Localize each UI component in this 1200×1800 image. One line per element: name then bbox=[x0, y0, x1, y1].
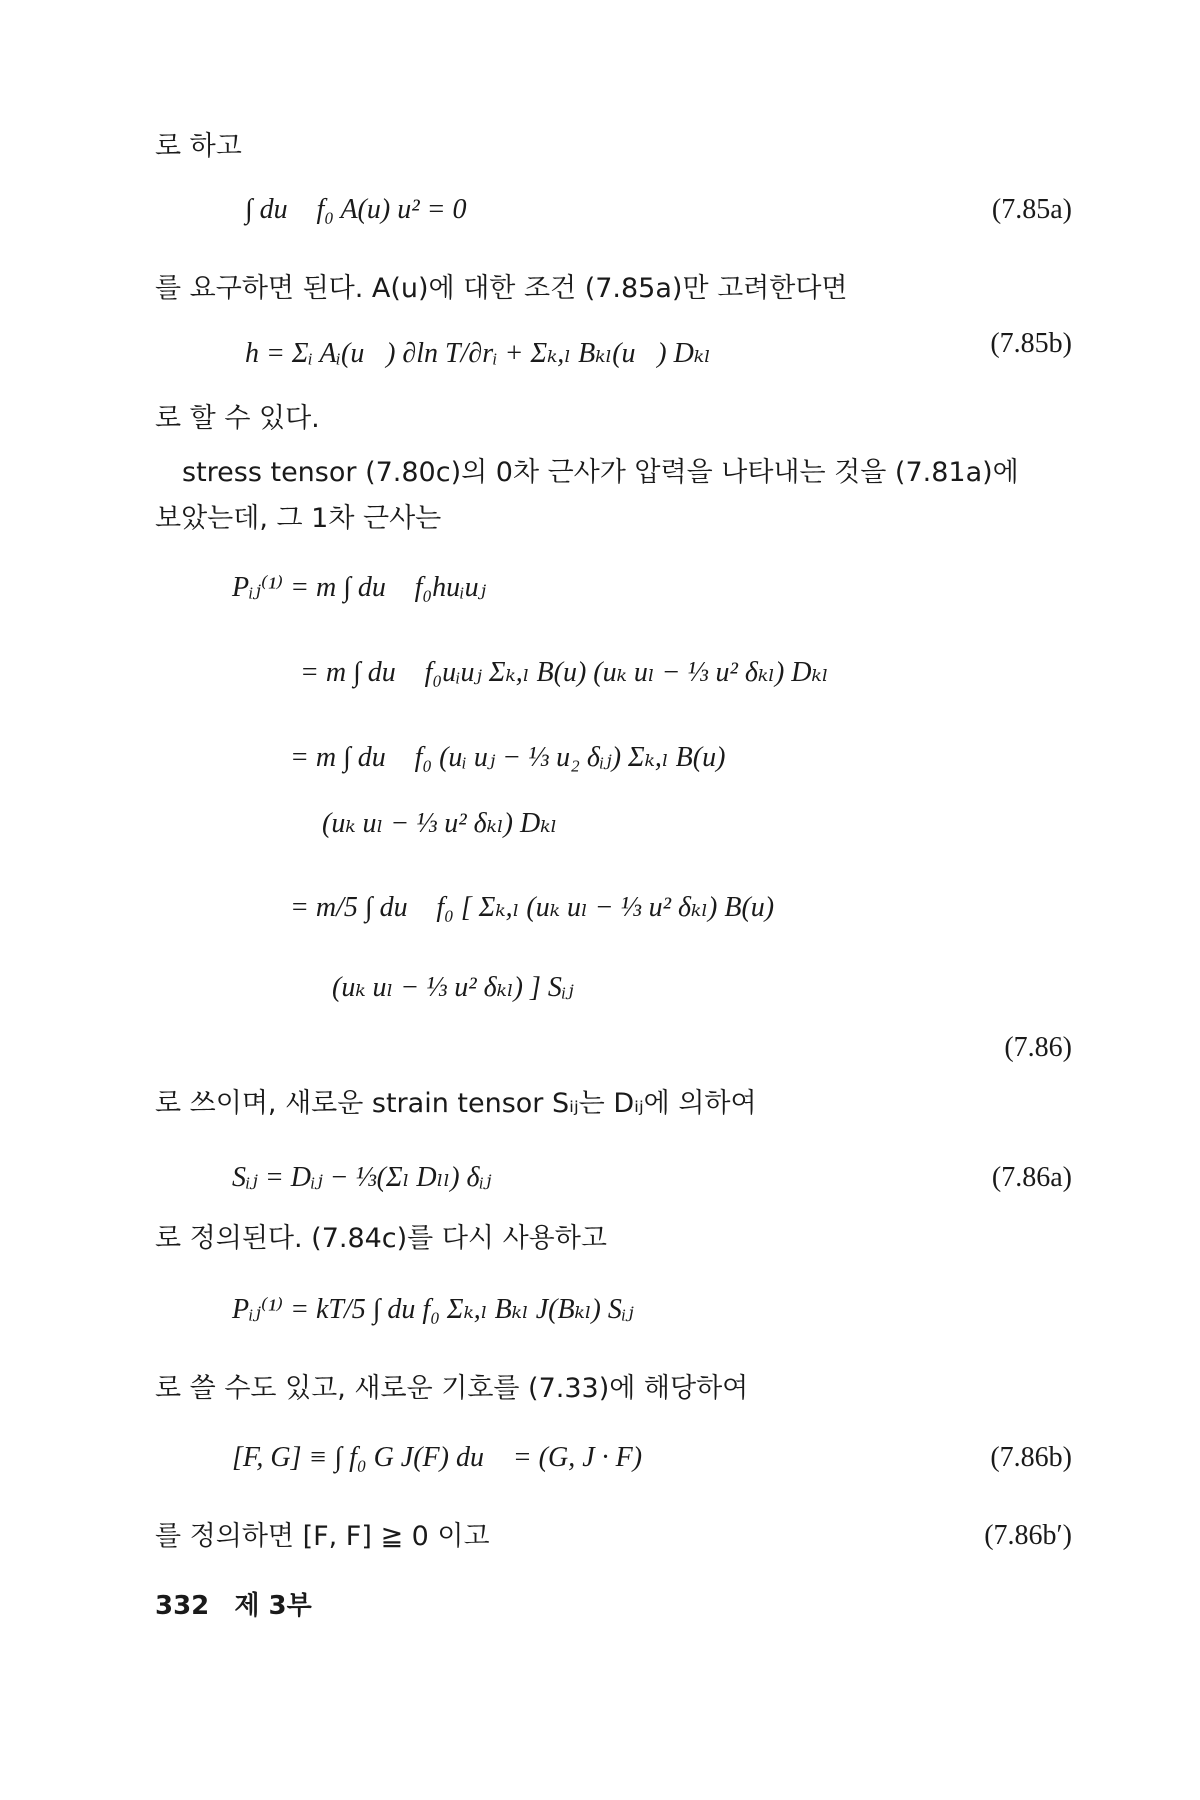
equation-number-7-85b: (7.85b) bbox=[990, 328, 1072, 359]
equation-7-86a: Sᵢⱼ = Dᵢⱼ − ⅓(Σₗ Dₗₗ) δᵢⱼ bbox=[232, 1162, 492, 1193]
equation-number-7-86b-prime: (7.86b′) bbox=[984, 1520, 1072, 1551]
text-line-7: 로 정의된다. (7.84c)를 다시 사용하고 bbox=[155, 1223, 607, 1254]
equation-number-7-86: (7.86) bbox=[1004, 1032, 1072, 1063]
equation-number-7-85a: (7.85a) bbox=[991, 194, 1072, 225]
equation-7-86-line-3: = m ∫ du⃗ f₀ (uᵢ uⱼ − ⅓ u₂ δᵢⱼ) Σₖ,ₗ B(u) bbox=[290, 742, 726, 773]
equation-7-86-line-1: Pᵢⱼ⁽¹⁾ = m ∫ du⃗ f₀huᵢuⱼ bbox=[232, 572, 486, 603]
text-line-4: stress tensor (7.80c)의 0차 근사가 압력을 나타내는 것을 (7.81a)에 bbox=[182, 457, 1019, 488]
equation-pij1-kt: Pᵢⱼ⁽¹⁾ = kT/5 ∫ du f₀ Σₖ,ₗ Bₖₗ J(Bₖₗ) Sᵢⱼ bbox=[232, 1294, 634, 1325]
equation-number-7-86a: (7.86a) bbox=[991, 1162, 1072, 1193]
part-label: 제 3부 bbox=[234, 1591, 312, 1621]
text-line-9: 를 정의하면 [F, F] ≧ 0 이고 bbox=[155, 1521, 490, 1552]
equation-7-85b: h = Σᵢ Aᵢ(u⃗) ∂ln T/∂rᵢ + Σₖ,ₗ Bₖₗ(u⃗) Dₖₗ bbox=[245, 338, 711, 369]
equation-7-85a: ∫ du⃗ f₀ A(u) u² = 0 bbox=[245, 194, 467, 225]
equation-7-86-line-6: (uₖ uₗ − ⅓ u² δₖₗ) ] Sᵢⱼ bbox=[332, 972, 574, 1003]
equation-7-86b: [F, G] ≡ ∫ f₀ G J(F) du⃗ = (G, J · F) bbox=[232, 1442, 643, 1473]
text-line-6: 로 쓰이며, 새로운 strain tensor Sᵢⱼ는 Dᵢⱼ에 의하여 bbox=[155, 1088, 757, 1119]
text-line-2: 를 요구하면 된다. A(u)에 대한 조건 (7.85a)만 고려한다면 bbox=[155, 273, 848, 304]
equation-7-86-line-4: (uₖ uₗ − ⅓ u² δₖₗ) Dₖₗ bbox=[322, 808, 558, 839]
equation-number-7-86b: (7.86b) bbox=[990, 1442, 1072, 1473]
text-line-5: 보았는데, 그 1차 근사는 bbox=[155, 503, 442, 534]
equation-7-86-line-5: = m/5 ∫ du⃗ f₀ [ Σₖ,ₗ (uₖ uₗ − ⅓ u² δₖₗ) B(u) bbox=[290, 892, 775, 923]
equation-7-86-line-2: = m ∫ du⃗ f₀uᵢuⱼ Σₖ,ₗ B(u) (uₖ uₗ − ⅓ u² δₖₗ) Dₖₗ bbox=[300, 657, 829, 688]
page-number: 332 bbox=[155, 1591, 210, 1621]
page-footer bbox=[155, 1585, 312, 1622]
text-line-3: 로 할 수 있다. bbox=[155, 403, 320, 434]
text-line-1: 로 하고 bbox=[155, 131, 242, 162]
text-line-8: 로 쓸 수도 있고, 새로운 기호를 (7.33)에 해당하여 bbox=[155, 1373, 749, 1404]
